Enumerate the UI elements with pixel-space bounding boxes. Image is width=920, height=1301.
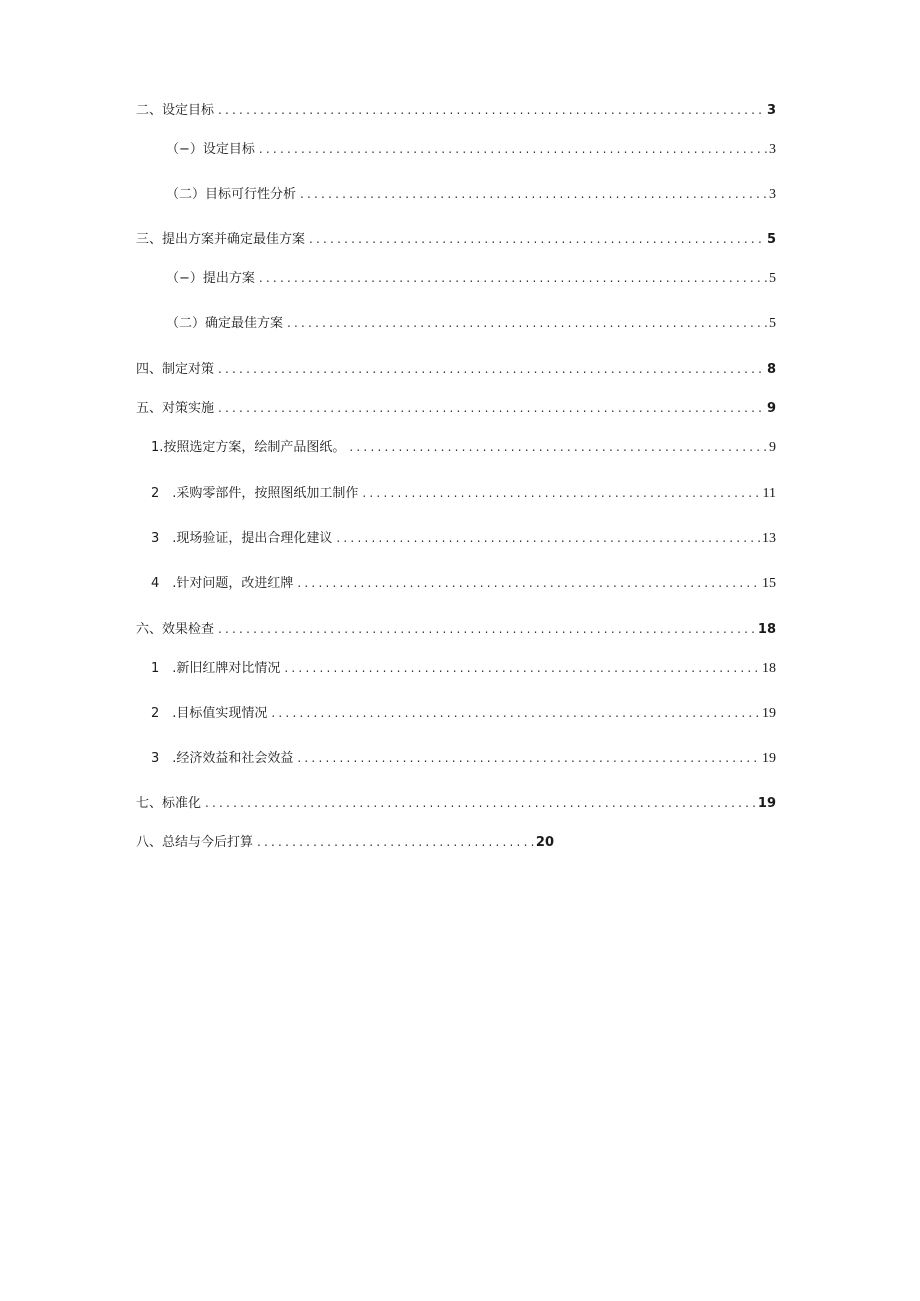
toc-entry-label: 3 .经济效益和社会效益 <box>151 751 294 766</box>
toc-entry-purchase-parts[interactable] <box>151 483 776 503</box>
toc-entry-tag-comparison[interactable] <box>151 658 776 678</box>
toc-entry-page-number: 20 <box>535 835 554 850</box>
toc-entry-page-number: 15 <box>762 576 776 591</box>
toc-entry-field-verification[interactable] <box>151 528 776 548</box>
toc-entry-label: 三、提出方案并确定最佳方案 <box>136 232 306 247</box>
toc-entry-page-number: 19 <box>762 706 776 721</box>
toc-entry-proposals[interactable] <box>136 229 776 249</box>
toc-entry-benefits[interactable] <box>151 748 776 768</box>
toc-entry-label: （二）确定最佳方案 <box>166 316 284 331</box>
toc-entry-page-number: 5 <box>766 232 776 247</box>
dot-leader <box>300 184 767 204</box>
dot-leader <box>297 573 760 593</box>
toc-entry-label: 2 .采购零部件，按照图纸加工制作 <box>151 486 359 501</box>
toc-entry-standardization[interactable] <box>136 793 776 813</box>
dot-leader <box>259 139 767 159</box>
toc-entry-label: 七、标准化 <box>136 796 202 811</box>
toc-entry-page-number: 19 <box>762 751 776 766</box>
toc-entry-page-number: 3 <box>766 103 776 118</box>
dot-leader <box>257 832 534 852</box>
toc-entry-label: 2 .目标值实现情况 <box>151 706 268 721</box>
dot-leader <box>287 313 767 333</box>
toc-entry-label: 1.按照选定方案，绘制产品图纸。 <box>151 440 346 455</box>
toc-entry-set-goal[interactable] <box>136 100 776 120</box>
toc-entry-label: 4 .针对问题，改进红牌 <box>151 576 294 591</box>
toc-entry-implementation[interactable] <box>136 398 776 418</box>
toc-entry-label: （二）目标可行性分析 <box>166 187 297 202</box>
toc-entry-page-number: 13 <box>762 531 776 546</box>
dot-leader <box>336 528 760 548</box>
toc-entry-page-number: 18 <box>762 661 776 676</box>
toc-entry-page-number: 3 <box>769 142 776 157</box>
dot-leader <box>271 703 760 723</box>
toc-entry-set-goal-sub[interactable] <box>166 139 776 159</box>
toc-entry-draw-drawings[interactable] <box>151 437 776 457</box>
toc-entry-page-number: 19 <box>757 796 776 811</box>
toc-entry-label: 1 .新旧红牌对比情况 <box>151 661 281 676</box>
toc-entry-page-number: 18 <box>757 622 776 637</box>
toc-entry-label: 四、制定对策 <box>136 362 215 377</box>
dot-leader <box>284 658 760 678</box>
dot-leader <box>218 619 756 639</box>
toc-entry-page-number: 11 <box>762 486 776 501</box>
dot-leader <box>297 748 760 768</box>
toc-entry-label: 五、对策实施 <box>136 401 215 416</box>
toc-entry-page-number: 5 <box>769 271 776 286</box>
toc-entry-propose-plan[interactable] <box>166 268 776 288</box>
dot-leader <box>259 268 767 288</box>
toc-entry-label: 二、设定目标 <box>136 103 215 118</box>
toc-entry-page-number: 3 <box>769 187 776 202</box>
dot-leader <box>349 437 767 457</box>
toc-entry-label: 3 .现场验证，提出合理化建议 <box>151 531 333 546</box>
toc-entry-page-number: 5 <box>769 316 776 331</box>
toc-entry-countermeasures[interactable] <box>136 359 776 379</box>
dot-leader <box>205 793 756 813</box>
toc-entry-improve-red-tag[interactable] <box>151 573 776 593</box>
toc-entry-effect-check[interactable] <box>136 619 776 639</box>
toc-entry-page-number: 9 <box>769 440 776 455</box>
toc-entry-best-plan[interactable] <box>166 313 776 333</box>
toc-entry-page-number: 8 <box>766 362 776 377</box>
dot-leader <box>309 229 765 249</box>
dot-leader <box>218 359 765 379</box>
dot-leader <box>218 398 765 418</box>
toc-entry-target-achievement[interactable] <box>151 703 776 723</box>
toc-entry-label: （−）提出方案 <box>166 271 255 286</box>
toc-entry-label: 六、效果检查 <box>136 622 215 637</box>
toc-entry-summary[interactable] <box>136 832 554 852</box>
toc-entry-page-number: 9 <box>766 401 776 416</box>
dot-leader <box>362 483 760 503</box>
toc-entry-feasibility[interactable] <box>166 184 776 204</box>
toc-entry-label: 八、总结与今后打算 <box>136 835 254 850</box>
toc-entry-label: （−）设定目标 <box>166 142 255 157</box>
dot-leader <box>218 100 765 120</box>
